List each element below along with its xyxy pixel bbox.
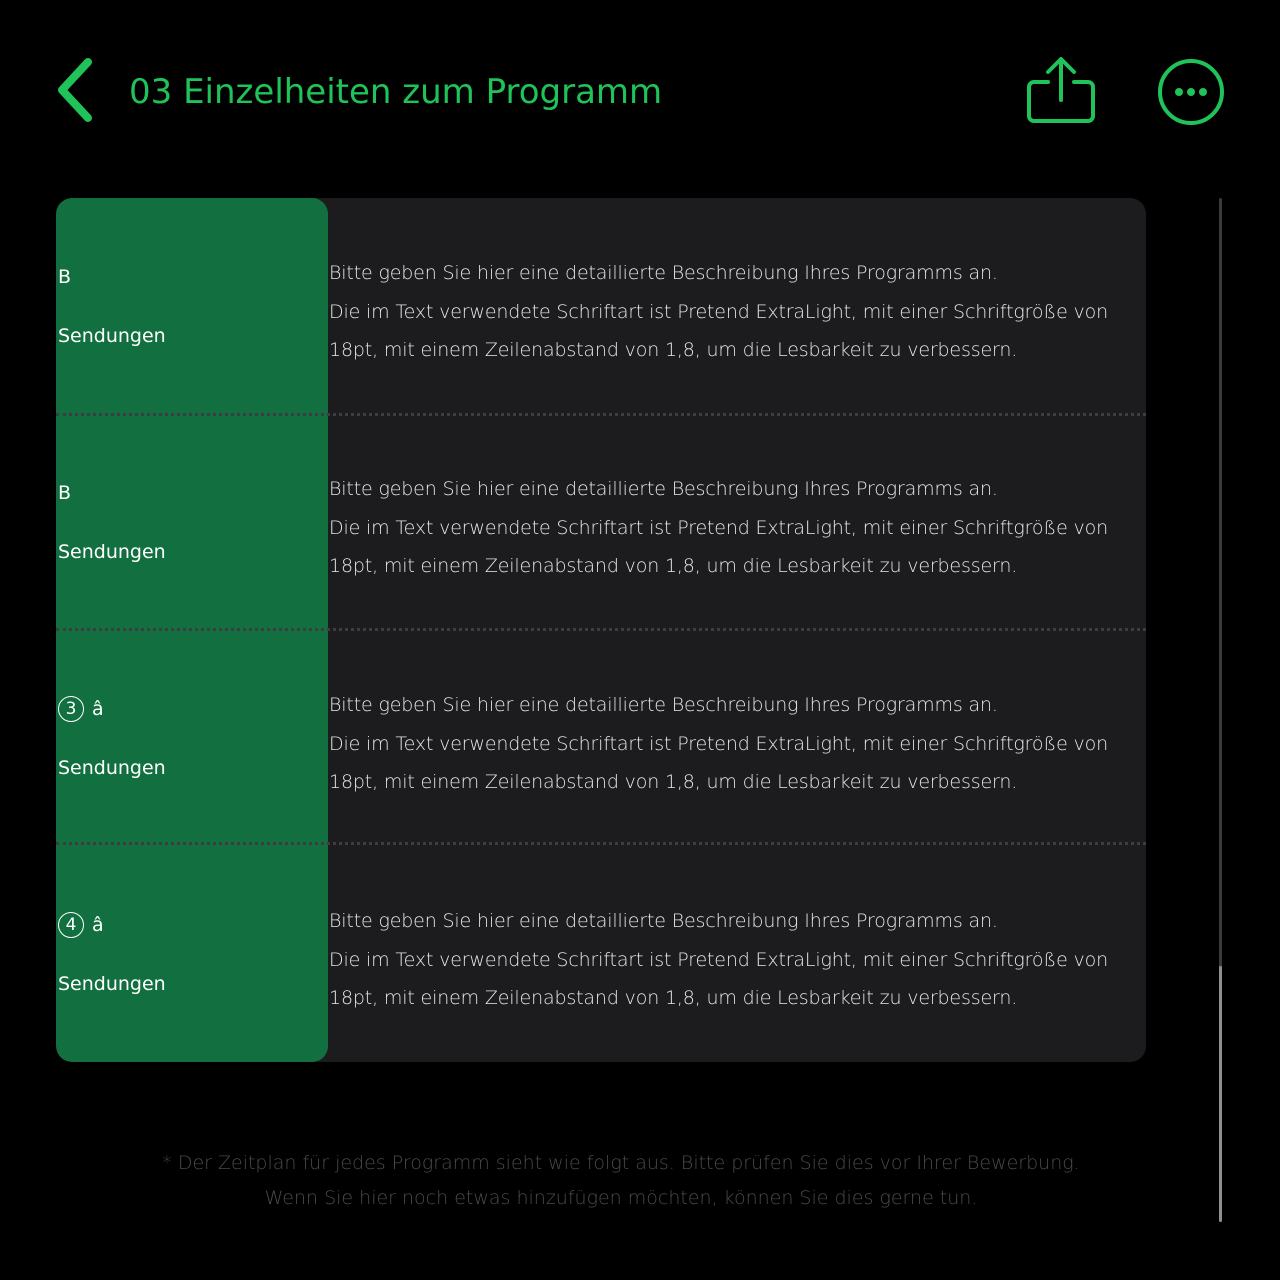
row-marker: B xyxy=(58,266,72,288)
footnote-line: Wenn Sie hier noch etwas hinzufügen möchten, können Sie dies gerne tun. xyxy=(264,1187,978,1209)
row-divider xyxy=(56,842,1146,845)
row-description xyxy=(329,254,1139,370)
row-marker-suffix: â xyxy=(92,698,104,720)
row-title: Sendungen xyxy=(58,541,166,563)
row-description xyxy=(329,686,1139,802)
footnote-line: * Der Zeitplan für jedes Programm sieht wie folgt aus. Bitte prüfen Sie dies vor Ihrer Bewerbung. xyxy=(162,1152,1080,1174)
description-line: Die im Text verwendete Schriftart ist Pretend ExtraLight, mit einer Schriftgröße von xyxy=(329,300,1108,323)
description-line: Bitte geben Sie hier eine detaillierte Beschreibung Ihres Programms an. xyxy=(329,694,998,716)
row-marker-suffix: â xyxy=(92,914,104,936)
schedule-table xyxy=(56,198,1146,1062)
row-label xyxy=(58,476,318,564)
row-title: Sendungen xyxy=(58,325,166,347)
description-line: Bitte geben Sie hier eine detaillierte Beschreibung Ihres Programms an. xyxy=(329,262,998,284)
row-description xyxy=(329,470,1139,586)
page-title: 03 Einzelheiten zum Programm xyxy=(129,72,663,112)
description-line: 18pt, mit einem Zeilenabstand von 1,8, um die Lesbarkeit zu verbessern. xyxy=(329,987,1018,1009)
share-button[interactable] xyxy=(1024,54,1098,126)
description-line: Bitte geben Sie hier eine detaillierte Beschreibung Ihres Programms an. xyxy=(329,478,998,500)
more-options-button[interactable] xyxy=(1156,57,1226,127)
description-line: 18pt, mit einem Zeilenabstand von 1,8, um die Lesbarkeit zu verbessern. xyxy=(329,339,1018,361)
description-line: Die im Text verwendete Schriftart ist Pretend ExtraLight, mit einer Schriftgröße von xyxy=(329,516,1108,539)
description-line: Die im Text verwendete Schriftart ist Pretend ExtraLight, mit einer Schriftgröße von xyxy=(329,732,1108,755)
table-row xyxy=(56,414,1146,630)
row-marker: B xyxy=(58,482,72,504)
table-row xyxy=(56,846,1146,1062)
row-label xyxy=(58,260,318,348)
table-row xyxy=(56,630,1146,846)
table-row xyxy=(56,198,1146,414)
back-button[interactable] xyxy=(52,54,100,126)
row-label xyxy=(58,692,318,780)
share-icon xyxy=(1024,54,1098,126)
row-title: Sendungen xyxy=(58,757,166,779)
description-line: 18pt, mit einem Zeilenabstand von 1,8, um die Lesbarkeit zu verbessern. xyxy=(329,771,1018,793)
chevron-left-icon xyxy=(52,54,100,126)
footnote xyxy=(0,1146,1242,1216)
row-description xyxy=(329,902,1139,1018)
description-line: Die im Text verwendete Schriftart ist Pretend ExtraLight, mit einer Schriftgröße von xyxy=(329,948,1108,971)
description-line: Bitte geben Sie hier eine detaillierte Beschreibung Ihres Programms an. xyxy=(329,910,998,932)
description-line: 18pt, mit einem Zeilenabstand von 1,8, um die Lesbarkeit zu verbessern. xyxy=(329,555,1018,577)
row-number-badge: 4 xyxy=(58,912,84,938)
row-title: Sendungen xyxy=(58,973,166,995)
row-number-badge: 3 xyxy=(58,696,84,722)
row-label xyxy=(58,908,318,996)
more-horizontal-icon xyxy=(1156,57,1226,127)
